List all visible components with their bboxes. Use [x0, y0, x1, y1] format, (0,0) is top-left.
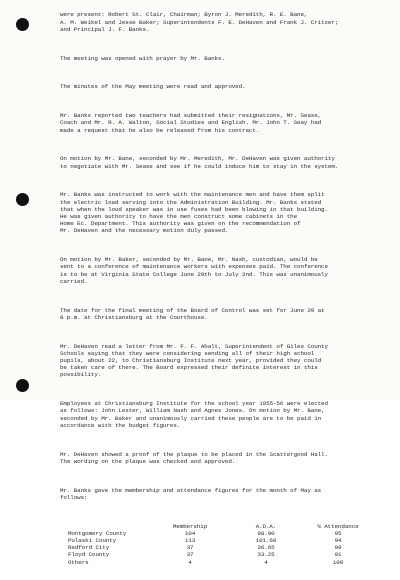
table-cell: 104	[184, 529, 196, 537]
paragraph-giles-county: Mr. DeHaven read a letter from Mr. F. F. Ahalt, Superintendent of Giles County Schools saying that they were considering sending all of their high school pupils, about 22, to Christiansburg Institute next year, provided they could be taken care of there. The Board expressed their definite interest in this possibility.	[60, 342, 328, 379]
table-cell: 4	[188, 558, 192, 566]
paragraph-maintenance: Mr. Banks was instructed to work with the maintenance men and have them split the electric load serving into the Administration Building. Mr. Banks stated that when the loud speaker was in use fuses had been blowing in that building. He was given authority to have the men construct some cabinets in the Home Ec. Department. This authority was given on the recommendation of Mr. DeHaven and the necessary motion duly passed.	[60, 191, 328, 235]
table-cell: 37	[186, 551, 194, 559]
table-cell: 98.90	[257, 529, 275, 537]
table-cell: Montgomery County	[68, 529, 127, 537]
table-cell: Floyd County	[68, 551, 110, 559]
punch-hole	[16, 193, 29, 206]
table-row	[60, 537, 368, 544]
table-header: Membership	[172, 522, 208, 530]
table-cell: Radford City	[68, 544, 110, 552]
paragraph-minutes: The minutes of the May meeting were read and approved.	[60, 83, 246, 91]
table-header: A.D.A.	[255, 522, 277, 530]
table-cell: Others	[68, 558, 89, 566]
table-cell: 100	[332, 558, 344, 566]
paragraph-prayer: The meeting was opened with prayer by Mr. Banks.	[60, 54, 225, 62]
punch-hole	[16, 379, 29, 392]
table-header	[60, 523, 156, 530]
paragraph-plaque: Mr. DeHaven showed a proof of the plaque to be placed in the Scattergood Hall. The wording on the plaque was checked and approved.	[60, 450, 328, 465]
paragraph-attendance-intro: Mr. Banks gave the membership and attendance figures for the month of May as follows:	[60, 486, 322, 501]
table-cell: 91	[334, 551, 342, 559]
table-row	[60, 559, 368, 566]
table-cell: 113	[184, 537, 196, 545]
paragraph-employees: Employees at Christiansburg Institute for the school year 1955-56 were elected as follows: John Lester, William Nash and Agnes Jones. On motion by Mr. Bane, seconded by Mr. Baker and unanimously carried these people are to be paid in accordance with the budget figures.	[60, 400, 328, 429]
table-cell: 95	[334, 529, 342, 537]
table-cell: 101.60	[255, 537, 277, 545]
table-cell: 33.25	[257, 551, 275, 559]
table-cell: 4	[264, 558, 268, 566]
paragraph-resignations: Mr. Banks reported two teachers had submitted their resignations, Mr. Sease, Coach and Mr. R. A. Walton, Social Studies and English. Mr. John T. Seay had made a request that he also be released from his contract.	[60, 112, 322, 134]
table-header: % Attendance	[317, 522, 359, 530]
paragraph-final-meeting: The date for the final meeting of the Board of Control was set for June 29 at 8 p.m. at Christiansburg at the Courthouse.	[60, 306, 325, 321]
table-cell: 99	[334, 544, 342, 552]
attendance-table	[60, 523, 368, 566]
minutes-text	[60, 0, 392, 580]
table-row	[60, 544, 368, 551]
table-row	[60, 551, 368, 558]
paragraph-negotiate: On motion by Mr. Bane, seconded by Mr. Meredith, Mr. DeHaven was given authority to negotiate with Mr. Sease and see if he could induce him to stay in the system.	[60, 155, 339, 170]
table-row	[60, 530, 368, 537]
punch-hole	[16, 18, 29, 31]
table-cell: 37	[186, 544, 194, 552]
paragraph-conference: On motion by Mr. Baker, seconded by Mr. Bane, Mr. Nash, custodian, would be sent to a conference of maintenance workers with expenses paid. The conference is to be at Virginia State College June 29th to July 2nd. This was unanimously carried.	[60, 256, 328, 285]
table-cell: Pulaski County	[68, 537, 117, 545]
paragraph-attendees: were present: Robert St. Clair, Chairman; Byron J. Meredith, R. E. Bane, A. M. Weikel and Jesse Baker; Superintendents F. E. DeHaven and Frank J. Critzer; and Principal J. F. Banks.	[60, 11, 339, 33]
table-header-row	[60, 523, 368, 530]
table-cell: 94	[334, 537, 342, 545]
table-cell: 36.65	[257, 544, 275, 552]
